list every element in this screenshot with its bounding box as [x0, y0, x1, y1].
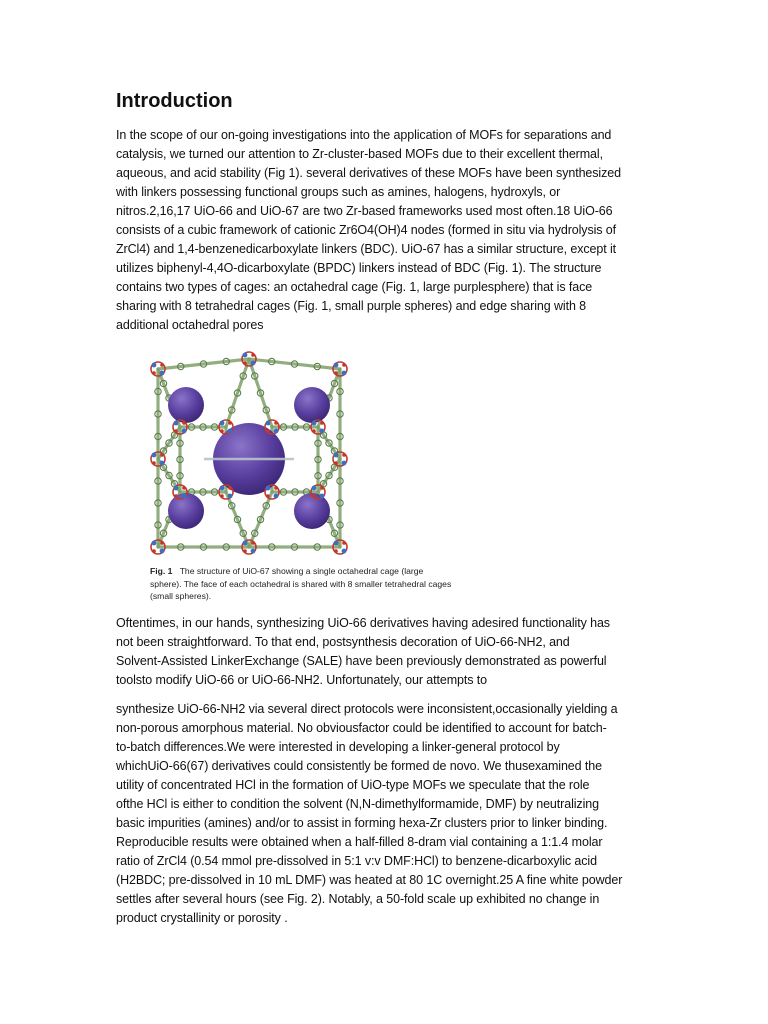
zr-atom [152, 541, 157, 546]
zr-atom [312, 421, 317, 426]
text-line: Reproducible results were obtained when a half-filled 8-dram vial containing a 1:1.4 molar [116, 835, 603, 849]
o-atom [220, 494, 224, 498]
text-line: aqueous, and acid stability (Fig 1). several derivatives of these MOFs have been synthesized [116, 166, 621, 180]
section-heading: Introduction [116, 90, 233, 112]
o-atom [342, 453, 346, 457]
zr-atom [320, 429, 325, 434]
uio67-structure-image [144, 347, 354, 559]
o-atom [320, 421, 324, 425]
zr-atom [274, 494, 279, 499]
tetrahedral-cage-sphere [168, 387, 204, 423]
zr-atom [228, 429, 233, 434]
text-line: with linkers possessing functional groups such as amines, halogens, hydroxyls, or [116, 185, 561, 199]
linker-bond [249, 492, 272, 547]
text-line: whichUiO-66(67) derivatives could consistently be formed de novo. We thusexamined the [116, 759, 602, 773]
text-line: settles after several hours (see Fig. 2). Notably, a 50-fold scale up exhibited no change in [116, 892, 600, 906]
o-atom [160, 541, 164, 545]
text-line: catalysis, we turned our attention to Zr-cluster-based MOFs due to their excellent thermal, [116, 147, 603, 161]
text-line: not been straightforward. To that end, postsynthesis decoration of UiO-66-NH2, and [116, 635, 570, 649]
text-line: contains two types of cages: an octahedral cage (Fig. 1, large purplesphere) that is face [116, 280, 593, 294]
figure-label: Fig. 1 [150, 566, 173, 576]
o-atom [266, 494, 270, 498]
text-line: to-batch differences.We were interested in developing a linker-general protocol by [116, 740, 560, 754]
o-atom [243, 549, 247, 553]
text-line: ratio of ZrCl4 (0.54 mmol pre-dissolved in 5:1 v:v DMF:HCl) to benzene-dicarboxylic acid [116, 854, 597, 868]
o-atom [312, 429, 316, 433]
o-atom [220, 429, 224, 433]
text-line: basic impurities (amines) and/or to assist in forming hexa-Zr clusters prior to linker binding. [116, 816, 608, 830]
text-line: (H2BDC; pre-dissolved in 10 mL DMF) was heated at 80 1C overnight.25 A fine white powder [116, 873, 623, 887]
o-atom [266, 429, 270, 433]
zr-atom [243, 353, 248, 358]
zr-atom [182, 429, 187, 434]
text-line: product crystallinity or porosity . [116, 911, 288, 925]
zr-atom [342, 371, 347, 376]
tetrahedral-cage-sphere [294, 387, 330, 423]
zr-atom [182, 494, 187, 499]
o-atom [182, 421, 186, 425]
zr-atom [228, 494, 233, 499]
text-line: nitros.2,16,17 UiO-66 and UiO-67 are two Zr-based frameworks used most often.18 UiO-66 [116, 204, 613, 218]
zr-atom [152, 453, 157, 458]
zr-atom [160, 461, 165, 466]
text-line: ZrCl4) and 1,4-benzenedicarboxylate linkers (BDC). UiO-67 has a similar structure, except it [116, 242, 617, 256]
o-atom [274, 486, 278, 490]
text-line: ofthe HCl is either to condition the solvent (N,N-dimethylformamide, DMF) by neutralizing [116, 797, 599, 811]
o-atom [228, 421, 232, 425]
tetrahedral-cage-sphere [168, 493, 204, 529]
zr-atom [274, 429, 279, 434]
zr-atom [334, 453, 339, 458]
zr-atom [251, 361, 256, 366]
o-atom [160, 363, 164, 367]
o-atom [243, 361, 247, 365]
zr-atom [160, 549, 165, 554]
text-line: Oftentimes, in our hands, synthesizing UiO-66 derivatives having adesired functionality has [116, 616, 610, 630]
text-line: Solvent-Assisted LinkerExchange (SALE) have been previously demonstrated as powerful [116, 654, 607, 668]
o-atom [228, 486, 232, 490]
zr-atom [174, 421, 179, 426]
text-line: synthesize UiO-66-NH2 via several direct protocols were inconsistent,occasionally yielding a [116, 702, 618, 716]
zr-atom [312, 486, 317, 491]
zr-atom [160, 371, 165, 376]
tetrahedral-cage-sphere [294, 493, 330, 529]
caption-line: The structure of UiO-67 showing a single octahedral cage (large [179, 566, 424, 576]
o-atom [342, 541, 346, 545]
zr-atom [174, 486, 179, 491]
zr-atom [251, 549, 256, 554]
o-atom [334, 549, 338, 553]
paragraph-synthesis [116, 614, 610, 690]
zr-atom [342, 461, 347, 466]
zr-atom [334, 363, 339, 368]
figure-1 [144, 347, 476, 607]
text-line: consists of a cubic framework of cationic Zr6O4(OH)4 nodes (formed in situ via hydrolysis of [116, 223, 617, 237]
text-line: additional octahedral pores [116, 318, 264, 332]
text-line: toolsto modify UiO-66 or UiO-66-NH2. Unfortunately, our attempts to [116, 673, 487, 687]
o-atom [274, 421, 278, 425]
zr-atom [220, 486, 225, 491]
o-atom [174, 429, 178, 433]
o-atom [251, 541, 255, 545]
o-atom [251, 353, 255, 357]
linker-bond [226, 492, 249, 547]
o-atom [320, 486, 324, 490]
zr-atom [266, 486, 271, 491]
zr-atom [342, 549, 347, 554]
zr-atom [334, 541, 339, 546]
text-line: In the scope of our on-going investigations into the application of MOFs for separations and [116, 128, 612, 142]
text-line: sharing with 8 tetrahedral cages (Fig. 1, small purple spheres) and edge sharing with 8 [116, 299, 587, 313]
paragraph-introduction [116, 126, 621, 335]
o-atom [312, 494, 316, 498]
zr-atom [266, 421, 271, 426]
o-atom [152, 371, 156, 375]
o-atom [182, 486, 186, 490]
o-atom [342, 363, 346, 367]
linker-bond [226, 359, 249, 427]
o-atom [160, 453, 164, 457]
o-atom [334, 461, 338, 465]
text-line: utilizes biphenyl-4,4O-dicarboxylate (BPDC) linkers instead of BDC (Fig. 1). The structure [116, 261, 602, 275]
zr-atom [220, 421, 225, 426]
o-atom [174, 494, 178, 498]
o-atom [152, 461, 156, 465]
text-line: non-porous amorphous material. No obviousfactor could be identified to account for batch- [116, 721, 607, 735]
o-atom [334, 371, 338, 375]
zr-atom [243, 541, 248, 546]
linker-bond [249, 359, 272, 427]
o-atom [152, 549, 156, 553]
caption-line: sphere). The face of each octahedral is shared with 8 smaller tetrahedral cages [150, 578, 452, 589]
zr-atom [152, 363, 157, 368]
figure-caption [150, 565, 476, 603]
zr-atom [320, 494, 325, 499]
text-line: utility of concentrated HCl in the formation of UiO-type MOFs we speculate that the role [116, 778, 590, 792]
paragraph-protocol [116, 700, 622, 928]
caption-line: (small spheres). [150, 591, 212, 601]
